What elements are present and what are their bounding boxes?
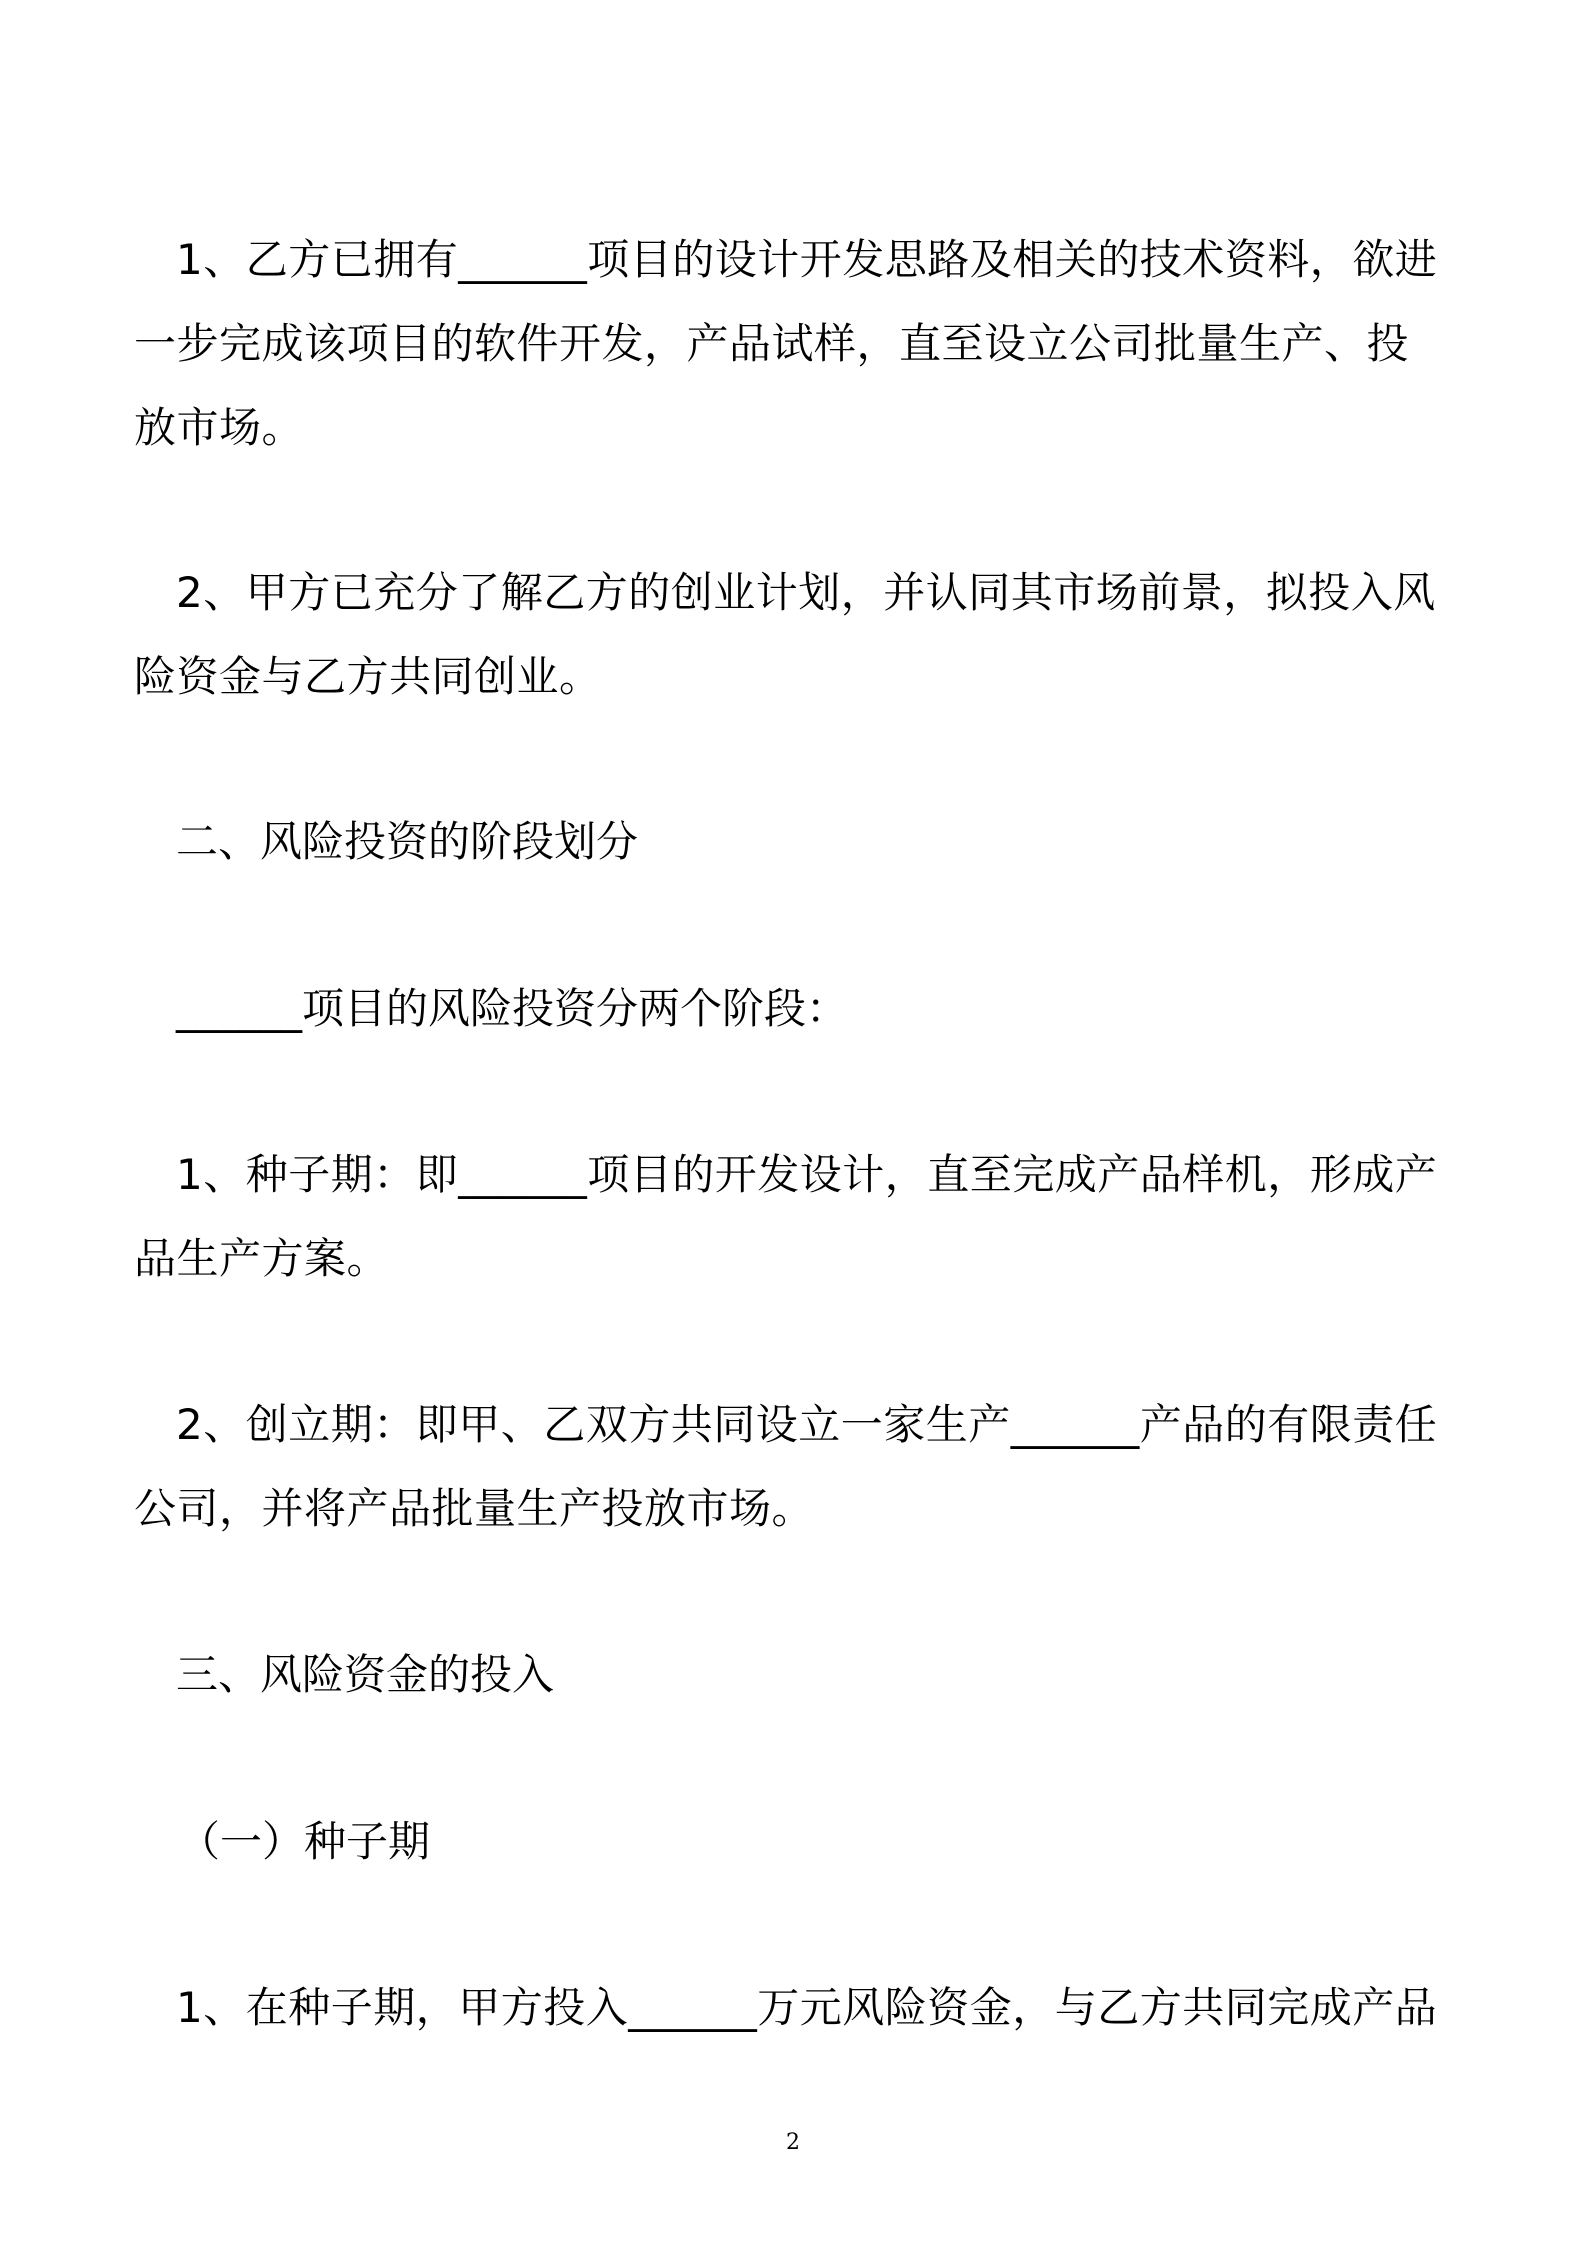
stage-2-line-1: 2、创立期：即甲、乙双方共同设立一家生产______产品的有限责任 <box>176 1400 1438 1449</box>
paragraph-2 <box>134 551 1464 719</box>
stage-1-line-2: 品生产方案。 <box>134 1234 390 1283</box>
page-number: 2 <box>786 2130 800 2155</box>
paragraph-2-line-2: 险资金与乙方共同创业。 <box>134 652 602 701</box>
section-two-title: 二、风险投资的阶段划分 <box>176 817 639 866</box>
stage-1-line-1: 1、种子期：即______项目的开发设计，直至完成产品样机，形成产 <box>176 1150 1438 1199</box>
paragraph-1-line-2: 一步完成该项目的软件开发，产品试样，直至设立公司批量生产、投 <box>134 319 1410 368</box>
stage-2-paragraph <box>134 1383 1464 1551</box>
last-paragraph <box>134 1966 1464 2050</box>
paragraph-2-line-1: 2、甲方已充分了解乙方的创业计划，并认同其市场前景，拟投入风 <box>176 568 1436 617</box>
last-paragraph-line-1: 1、在种子期，甲方投入______万元风险资金，与乙方共同完成产品 <box>176 1983 1438 2032</box>
section-three-title: 三、风险资金的投入 <box>176 1650 555 1699</box>
stage-2-line-2: 公司，并将产品批量生产投放市场。 <box>134 1484 815 1533</box>
paragraph-1-line-1: 1、乙方已拥有______项目的设计开发思路及相关的技术资料，欲进 <box>176 235 1438 284</box>
subsection-title: （一）种子期 <box>178 1817 431 1866</box>
stage-1-paragraph <box>134 1133 1464 1301</box>
paragraph-1 <box>134 218 1464 470</box>
paragraph-1-line-3: 放市场。 <box>134 403 305 452</box>
stage-intro: ______项目的风险投资分两个阶段： <box>176 984 849 1033</box>
